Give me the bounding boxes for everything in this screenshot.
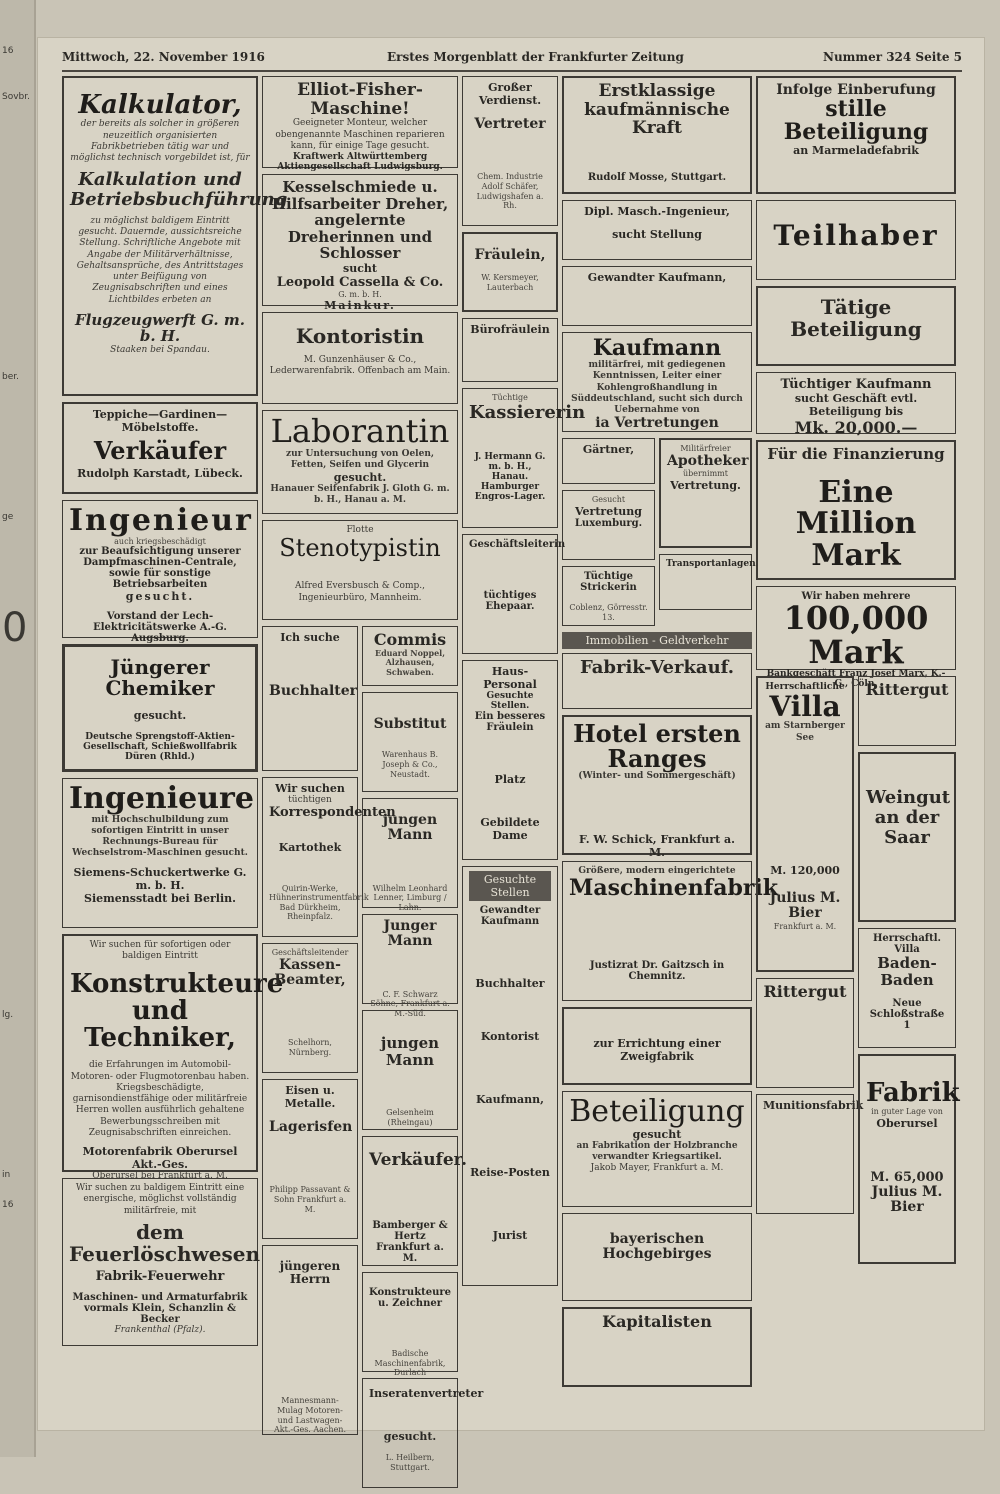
ad-erstklassige-kraft — [562, 76, 752, 194]
ad-intro: Wir suchen für sofortigen oder baldigen Eintritt — [89, 940, 231, 962]
ad-place: Frankenthal (Pfalz). — [114, 1324, 206, 1335]
ad-intro: Tüchtige — [492, 393, 528, 402]
ad-body: zur Beaufsichtigung unserer Dampfmaschinen-Centrale, sowie für sonstige Betriebsarbeiten — [79, 546, 241, 591]
ad-amount: Eine Million Mark — [795, 474, 917, 573]
ad-title: Konstrukteure u. Zeichner — [369, 1287, 452, 1309]
ad-subtitle: Gesuchte Stellen. — [486, 691, 534, 711]
section-banner-immobilien: Immobilien - Geldverkehr — [562, 632, 752, 649]
section-banner: Gesuchte Stellen — [469, 871, 551, 901]
ad-gewandter-kaufmann — [562, 266, 752, 326]
ad-signature: Gelsenheim (Rheingau) — [386, 1108, 434, 1127]
ad-title: Junger Mann — [383, 918, 437, 950]
ad-title: Substitut — [373, 716, 447, 732]
ad-konstrukteure — [62, 934, 284, 1182]
ad-title: Korrespondenten — [269, 805, 396, 821]
ad-weingut — [858, 752, 956, 922]
col4-left — [562, 438, 655, 632]
ad-signature: Leopold Cassella & Co. — [276, 274, 444, 290]
ad-signature: Coblenz, Görresstr. 13. — [569, 603, 648, 622]
ad-einberufung — [756, 76, 956, 194]
ad-kapitalisten — [562, 1307, 752, 1387]
ad-taetige-beteiligung — [756, 286, 956, 366]
ad-title: Ich suche — [280, 631, 340, 644]
ad-title: Konstrukteure und Techniker, — [70, 968, 284, 1054]
ad-villa — [756, 676, 854, 972]
col5-right — [858, 676, 960, 1270]
ad-signature: Bamberger & Hertz Frankfurt a. M. — [372, 1219, 448, 1264]
ad-juengeren-herrn — [262, 1245, 358, 1435]
ad-signature: Alfred Eversbusch & Comp., Ingenieurbüro, Mannheim. — [295, 581, 425, 603]
column-4 — [562, 76, 779, 1393]
ad-subtitle: Neue Schloßstraße 1 — [869, 998, 945, 1031]
ad-title: Verkäufer — [93, 436, 227, 465]
ad-place: Mainkur. — [324, 299, 396, 313]
ad-signature: Jakob Mayer, Frankfurt a. M. — [590, 1163, 724, 1173]
ad-title: Großer Verdienst. — [478, 81, 542, 107]
ad-munitionsfabrik — [756, 1094, 864, 1214]
ad-subtitle-2: Vertretung. — [670, 478, 741, 492]
ad-place: Siemensstadt bei Berlin. — [84, 891, 236, 905]
gutter-text: ge — [2, 512, 14, 522]
column-3 — [462, 76, 586, 1292]
ad-title: Kaufmann — [592, 335, 722, 361]
ad-subtitle: sucht Geschäft evtl. Beteiligung bis — [794, 392, 918, 418]
ad-body: Geeigneter Monteur, welcher obengenannte Maschinen reparieren kann, für einige Tage gesucht. — [275, 118, 445, 151]
ad-title: Kapitalisten — [602, 1312, 712, 1331]
ad-title: Fräulein, — [474, 247, 546, 263]
ad-elliot — [262, 76, 458, 173]
ad-body: die Erfahrungen im Automobil-Motoren- oder Flugmotorenbau haben. Kriegsbeschädigte, garnisondienstfähige oder militärfreie Herren wollen ausführlich gehaltene Bewerbungsschreiben mit Zeugnisabschriften einreichen. — [70, 1060, 250, 1138]
ad-body: zur Untersuchung von Oelen, Fetten, Seifen und Glycerin — [286, 448, 434, 470]
ad-teppiche — [62, 402, 258, 494]
col2-right — [362, 626, 484, 1494]
ad-kaufmann — [562, 332, 752, 432]
ad-baden-baden — [858, 928, 956, 1048]
ad-geschaeftsleiterin — [462, 534, 566, 654]
ad-amount: 100,000 Mark — [783, 599, 929, 671]
col2-left — [262, 626, 396, 1494]
ad-finanzierung — [756, 440, 956, 580]
page-header — [62, 50, 962, 70]
ad-title: Hotel ersten Ranges — [573, 719, 741, 774]
ad-zweigfabrik — [562, 1007, 752, 1085]
ad-item: Buchhalter — [475, 977, 545, 990]
ad-title: Maschinenfabrik — [569, 875, 779, 902]
ad-title: Erstklassige kaufmännische Kraft — [584, 81, 730, 139]
ad-signature-2: G. m. b. H. — [338, 289, 382, 299]
ad-intro: Flotte — [346, 525, 374, 535]
ad-subtitle: tüchtiges Ehepaar. — [483, 590, 537, 612]
ad-ingenieur — [62, 500, 258, 645]
ad-title: Eisen u. Metalle. — [284, 1084, 336, 1110]
ad-place: Frankfurt a. M. — [773, 921, 837, 931]
ad-substitut — [362, 692, 458, 792]
ad-title: Kontoristin — [295, 324, 425, 348]
ad-signature: Badische Maschinenfabrik, Durlach — [374, 1349, 446, 1378]
ad-gesucht: gesucht. — [333, 471, 387, 485]
ad-subtitle: in guter Lage von — [871, 1107, 943, 1117]
ad-signature: Bankgeschäft Franz Josef Marx, K.-G., Cöln. — [766, 669, 946, 690]
ad-signature: Wilhelm Leonhard Lenner, Limburg / Lahn. — [372, 883, 448, 912]
ad-subtitle: übernimmt — [683, 468, 728, 478]
ad-hotel — [562, 715, 752, 859]
ad-gesucht: gesucht. — [133, 709, 187, 722]
binding-gutter — [0, 0, 36, 1457]
ad-signature: Schelhorn, Nürnberg. — [288, 1038, 332, 1057]
ad-place: Staaken bei Spandau. — [110, 344, 210, 355]
col5-left — [756, 676, 864, 1270]
ad-title: bayerischen Hochgebirges — [602, 1231, 712, 1263]
ad-intro: Herrschaftl. Villa — [872, 933, 942, 955]
ad-gesucht: gesucht — [632, 1127, 682, 1141]
ad-laborantin — [262, 410, 458, 514]
ad-title: Stenotypistin — [279, 534, 441, 563]
ad-title: zur Errichtung einer Zweigfabrik — [593, 1037, 721, 1063]
ad-item: Ein besseres Fräulein — [474, 711, 546, 733]
ad-title: Für die Finanzierung — [767, 445, 945, 463]
ad-body: zu möglichst baldigem Eintritt gesucht. Dauernde, aussichtsreiche Stellung. Schriftliche Angebote mit Angabe der Militärverhältnisse, Gehaltsansprüche, des Antrittstages unter Beifügung von Zeugnisabschriften und eines Lichtbildes erbeten an — [76, 215, 244, 305]
gutter-text: 16 — [2, 1200, 14, 1210]
ad-bayerischen — [562, 1213, 752, 1301]
ad-title: Villa — [769, 690, 841, 723]
header-date: Mittwoch, 22. November 1916 — [62, 50, 265, 64]
ad-title: Baden-Baden — [877, 954, 937, 989]
ad-title: Fabrik-Verkauf. — [579, 657, 735, 678]
ad-signature: M. Gunzenhäuser & Co., Lederwarenfabrik. Offenbach am Main. — [269, 355, 451, 377]
gutter-text: in — [2, 1170, 11, 1180]
ad-subtitle: Kalkulation und Betriebsbuchführung — [70, 169, 288, 211]
ad-item: Gebildete Dame — [480, 816, 540, 842]
ad-subtitle: Buchhalter — [269, 683, 358, 699]
ad-title: Tüchtige Strickerin — [580, 571, 637, 593]
ad-tuechtiger-kaufmann — [756, 372, 956, 437]
ad-fabrik — [858, 1054, 960, 1264]
gutter-text: lg. — [2, 1010, 14, 1020]
ad-signature: Kraftwerk Altwürttemberg Aktiengesellschaft Ludwigsburg. — [277, 152, 443, 173]
ad-signature: Philipp Passavant & Sohn Frankfurt a. M. — [269, 1185, 351, 1214]
ad-signature: Flugzeugwerft G. m. b. H. — [75, 310, 245, 346]
ad-item: Kaufmann, — [475, 1093, 544, 1106]
ad-title: Munitionsfabrik — [763, 1099, 864, 1112]
ad-inseratenvertreter — [362, 1378, 484, 1488]
ad-title: Rittergut — [865, 680, 949, 699]
ad-title: Geschäftsleiterin — [469, 539, 566, 550]
ad-signature: Julius M. Bier — [871, 1183, 943, 1216]
ad-subtitle: (Winter- und Sommergeschäft) — [578, 771, 736, 782]
ad-dipl-ingenieur — [562, 200, 752, 260]
ad-place: Oberursel bei Frankfurt a. M. — [92, 1171, 228, 1182]
ad-item: Kontorist — [480, 1030, 540, 1043]
ad-title: jüngeren Herrn — [279, 1259, 341, 1287]
ad-title: Commis — [373, 630, 447, 649]
ad-gesuchte-stellen — [462, 866, 558, 1286]
ad-chemiker — [62, 644, 258, 772]
ad-title: Elliot-Fisher-Maschine! — [297, 80, 423, 119]
ad-title: Laborantin — [270, 412, 450, 450]
ad-ingenieure — [62, 778, 258, 928]
ad-item: Reise-Posten — [470, 1166, 550, 1179]
ad-signature: Mannesmann-Mulag Motoren- und Lastwagen-Akt.-Ges. Aachen. — [273, 1396, 346, 1435]
ad-kalkulator — [62, 76, 288, 396]
ad-haus-personal — [462, 660, 558, 860]
ad-title: Gärtner, — [582, 443, 635, 456]
ad-signature: Rudolf Mosse, Stuttgart. — [587, 172, 727, 184]
ad-title: Kalkulator, — [78, 90, 242, 120]
ad-gesucht: gesucht. — [125, 590, 195, 604]
ad-title: Weingut an der Saar — [866, 787, 951, 848]
ad-intro: Wir suchen — [275, 782, 345, 795]
header-number: Nummer 324 Seite 5 — [822, 50, 962, 64]
ad-subtitle: Fabrik-Feuerwehr — [95, 1268, 225, 1284]
ad-signature-2: Hamburger Engros-Lager. — [474, 482, 546, 503]
ad-beteiligung — [562, 1091, 752, 1207]
ad-title: Beteiligung — [569, 1094, 745, 1129]
ad-intro: Militärfreier — [680, 444, 731, 453]
ad-intro: Herrschaftliche — [765, 682, 845, 692]
ad-gaertner — [562, 438, 655, 484]
ad-subtitle: tüchtigen — [288, 795, 332, 805]
ad-title: Dipl. Masch.-Ingenieur, — [584, 205, 730, 218]
ad-subtitle: am Starnberger See — [765, 721, 845, 743]
column-5 — [756, 76, 960, 1270]
ad-title: Transportanlagen. — [666, 559, 759, 569]
ad-body: mit Hochschulbildung zum sofortigen Eintritt in unser Rechnungs-Bureau für Wechselstrom-Maschinen gesucht. — [72, 814, 248, 859]
ad-title: Bürofräulein — [470, 323, 550, 336]
ad-signature: Vorstand der Lech-Elektricitätswerke A.-G. Augsburg. — [93, 611, 227, 645]
ad-subtitle: Vertreter — [474, 116, 546, 132]
ad-eisen-metalle — [262, 1079, 358, 1239]
gutter-text: 16 — [2, 46, 14, 56]
ad-feuerwehr — [62, 1178, 261, 1346]
column-2-split — [262, 626, 484, 1494]
ad-intro: Infolge Einberufung — [776, 82, 936, 98]
ad-subtitle: auch kriegsbeschädigt — [114, 536, 206, 546]
ad-amount: Mk. 20,000.— — [794, 418, 918, 437]
ad-junger-mann — [362, 914, 458, 1018]
ad-korrespondenten — [262, 777, 396, 937]
ad-title: jungen Mann — [380, 1034, 440, 1069]
ad-signature: Motorenfabrik Oberursel Akt.-Ges. — [82, 1145, 238, 1172]
ad-cassella — [262, 174, 458, 313]
ad-intro: Gesucht — [591, 495, 626, 504]
ad-verkaeufer — [362, 1136, 467, 1266]
ad-title: Kassen-Beamter, — [274, 956, 346, 988]
ad-price: M. 65,000 — [870, 1169, 944, 1185]
ad-strickerin — [562, 566, 655, 626]
ad-ich-suche — [262, 626, 358, 771]
ad-transportanlagen — [659, 554, 759, 610]
ad-signature: W. Kersmeyer, Lauterbach — [481, 273, 539, 292]
ad-signature: Maschinen- und Armaturfabrik vormals Klein, Schanzlin & Becker — [72, 1291, 248, 1325]
ad-rittergut-2 — [756, 978, 854, 1088]
ad-title: Kesselschmiede u. Hilfsarbeiter Dreher, angelernte Dreherinnen und Schlosser — [271, 178, 449, 262]
ad-apotheker — [659, 438, 752, 548]
ad-title: Fabrik — [866, 1078, 960, 1108]
ad-signature: Julius M. Bier — [769, 889, 841, 922]
ad-subtitle: sucht Stellung — [612, 228, 702, 241]
ad-line: Teppiche—Gardinen—Möbelstoffe. — [92, 408, 228, 434]
column-4-split — [562, 438, 759, 632]
ad-title: Teilhaber — [773, 219, 939, 252]
ad-gesucht: gesucht. — [383, 1430, 437, 1443]
ad-rittergut — [858, 676, 956, 746]
ad-body: militärfrei, mit gediegenen Kenntnissen, Leiter einer Kohlengroßhandlung in Süddeutschland, sucht sich durch Uebernahme von — [571, 360, 743, 416]
ad-title: Haus-Personal — [483, 665, 537, 691]
ad-signature: Siemens-Schuckertwerke G. m. b. H. — [73, 865, 247, 892]
ad-subtitle-2: Kartothek — [278, 840, 342, 854]
ad-title: Ingenieur — [69, 503, 253, 538]
ad-stenotypistin — [262, 520, 458, 620]
ad-signature: L. Heilbern, Stuttgart. — [385, 1453, 435, 1472]
ad-title: Tätige Beteiligung — [790, 295, 922, 341]
ad-fabrik-verkauf — [562, 653, 752, 709]
column-5-split — [756, 676, 960, 1270]
ad-vertretung — [562, 490, 655, 560]
ad-title: Tüchtiger Kaufmann — [780, 377, 932, 392]
ad-signature: Hanauer Seifenfabrik J. Gloth G. m. b. H., Hanau a. M. — [270, 484, 450, 506]
ad-signature: J. Hermann G. m. b. H., Hanau. — [474, 452, 546, 483]
ad-title: Apotheker — [667, 452, 749, 469]
ad-commis — [362, 626, 458, 686]
ad-intro: Geschäftsleitender — [271, 948, 349, 957]
ad-subtitle: Luxemburg. — [574, 517, 643, 529]
ad-gesucht: sucht — [343, 261, 377, 275]
ad-title: Jüngerer Chemiker — [105, 655, 215, 700]
ad-title: Ingenieure — [69, 781, 254, 816]
ad-signature: C. F. Schwarz Söhne, Frankfurt a. M.-Süd. — [370, 989, 450, 1018]
ad-kontoristin — [262, 312, 458, 404]
gutter-text: ber. — [2, 372, 19, 382]
ad-jungen-mann-1 — [362, 798, 458, 912]
ad-kassiererin — [462, 388, 586, 528]
ad-title: Verkäufer. — [369, 1150, 467, 1170]
ad-title: Kassiererin — [469, 401, 586, 423]
column-1 — [62, 76, 288, 1352]
ad-body: der bereits als solcher in größeren neuzeitlich organisierten Fabrikbetrieben tätig war und möglichst technisch vorgebildet ist, für — [70, 119, 250, 164]
ad-maschinenfabrik — [562, 861, 779, 1001]
ad-signature: Warenhaus B. Joseph & Co., Neustadt. — [381, 750, 439, 779]
ad-intro: Wir suchen zu baldigem Eintritt eine energische, möglichst vollständig militärfreie, mit — [75, 1183, 245, 1216]
ad-intro: Größere, modern eingerichtete — [578, 866, 736, 876]
ad-konstrukteure-zeichner — [362, 1272, 458, 1378]
ad-title: jungen Mann — [382, 812, 438, 844]
ad-signature: Justizrat Dr. Gaitzsch in Chemnitz. — [589, 960, 725, 983]
ad-teilhaber — [756, 200, 956, 280]
ad-intro: Wir haben mehrere — [801, 591, 911, 602]
ad-item: Jurist — [492, 1229, 528, 1242]
col4-right — [659, 438, 759, 632]
ad-title: Gewandter Kaufmann, — [587, 271, 727, 284]
ad-grosser-verdienst — [462, 76, 558, 226]
ad-item: Gewandter Kaufmann — [479, 905, 541, 927]
ad-title: stille Beteiligung — [783, 96, 929, 146]
ad-signature: Chem. Industrie Adolf Schäfer, Ludwigshafen a. Rh. — [476, 172, 544, 211]
ad-title: dem Feuerlöschwesen — [69, 1219, 261, 1266]
ad-signature: Rudolph Karstadt, Lübeck. — [77, 467, 243, 481]
ad-signature: Eduard Noppel, Alzhausen, Schwaben. — [374, 647, 446, 677]
ad-title: Inseratenvertreter — [369, 1387, 484, 1400]
ad-subtitle: Lagerisfen — [269, 1119, 353, 1135]
header-rule — [62, 70, 962, 72]
ad-kassen-beamter — [262, 943, 358, 1073]
ad-price: M. 120,000 — [770, 863, 840, 877]
ad-buerofraeulein — [462, 318, 558, 382]
ad-body: an Fabrikation der Holzbranche verwandter Kriegsartikel. — [576, 1140, 738, 1162]
ad-place: Oberursel — [876, 1116, 938, 1130]
gutter-text: 0 — [2, 605, 28, 651]
ad-signature: F. W. Schick, Frankfurt a. M. — [578, 832, 735, 859]
ad-title: Vertretung — [575, 504, 642, 518]
ad-signature: Deutsche Sprengstoff-Aktien-Gesellschaft, Schießwollfabrik Düren (Rhld.) — [83, 732, 237, 762]
ad-signature: Quirin-Werke, Hühnerinstrumentfabrik Bad Dürkheim, Rheinpfalz. — [269, 883, 369, 922]
ad-subtitle: an Marmeladefabrik — [793, 144, 919, 158]
header-paper: Erstes Morgenblatt der Frankfurter Zeitung — [387, 50, 684, 64]
ad-subtitle: ia Vertretungen — [595, 415, 719, 432]
ad-fraeulein — [462, 232, 558, 312]
column-2 — [262, 76, 484, 1494]
gutter-text: Sovbr. — [2, 92, 30, 102]
ad-title: Rittergut — [763, 982, 847, 1001]
ad-jungen-mann-2 — [362, 1010, 458, 1130]
ad-item: Platz — [494, 773, 526, 786]
